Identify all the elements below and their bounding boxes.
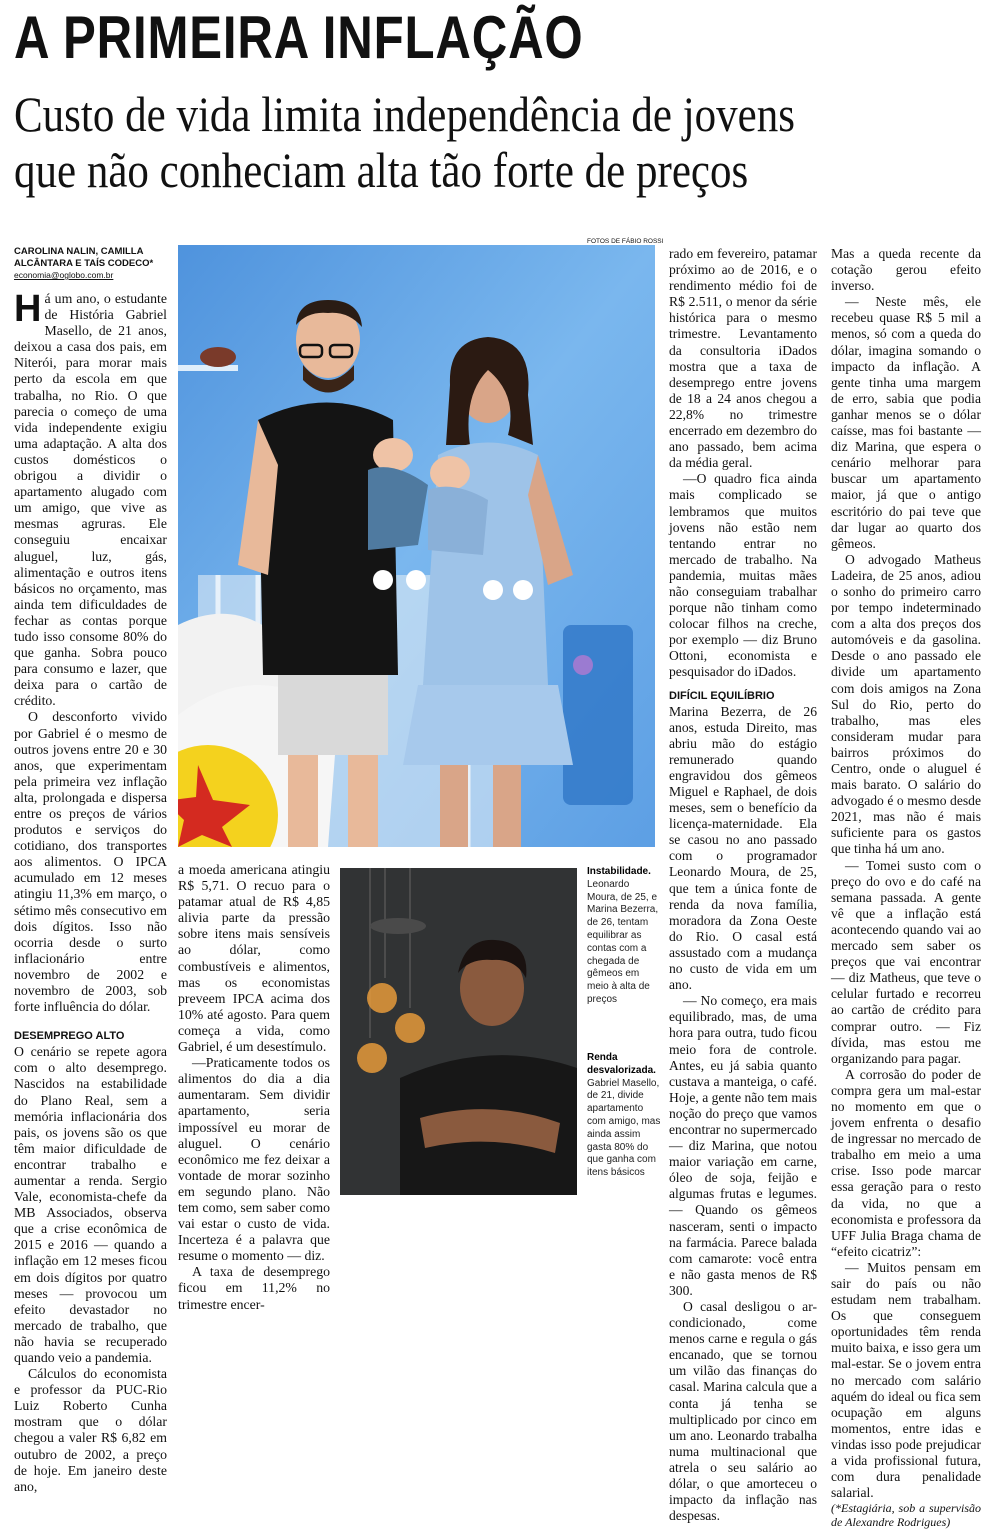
paragraph: Cálculos do economista e professor da PUC-Rio Luiz Roberto Cunha mostram que o dólar chegou a valer R$ 6,82 em outubro de 2002, a preço de hoje. Em janeiro deste ano,: [14, 1366, 167, 1494]
paragraph: —O quadro fica ainda mais complicado se lembramos que muitos jovens não estão nem tentando entrar no mercado de trabalho. Na pandemia, muitas mães não conseguiam trabalhar porque não tinham como colocar filhos na creche, por exemplo — diz Bruno Ottoni, economista e pesquisador do iDados.: [669, 471, 817, 680]
paragraph: O casal desligou o ar-condicionado, come menos carne e regula o gás encanado, que se tornou um vilão das finanças do casal. Marina calcula que a conta já tenha se multiplicado por cinco em um ano. Leonardo trabalha numa multinacional que atrela o seu salário ao dólar, o que amorteceu o impacto da inflação nas despesas.: [669, 1299, 817, 1524]
caption-family-photo: [587, 866, 662, 1007]
caption-title: Instabilidade.: [587, 866, 651, 877]
author-email-link[interactable]: economia@oglobo.com.br: [14, 270, 114, 280]
headline-line-2: que não conheciam alta tão forte de preços: [14, 142, 749, 198]
headline-line-1: Custo de vida limita independência de jovens: [14, 86, 795, 142]
byline-authors-1: CAROLINA NALIN, CAMILLA: [14, 246, 144, 257]
byline-authors-2: ALCÂNTARA E TAÍS CODECO*: [14, 257, 154, 269]
drop-cap: H: [14, 288, 42, 330]
paragraph: a moeda americana atingiu R$ 5,71. O recuo para o patamar atual de R$ 4,85 alivia parte da pressão sobre itens mais sensíveis ao dólar, como combustíveis e alimentos, mas os economistas preveem IPCA acima dos 10% até agosto. Para quem começa a vida, como Gabriel, é um desestímulo.: [178, 862, 330, 1055]
paragraph: O advogado Matheus Ladeira, de 25 anos, adiou o sonho do primeiro carro por tempo indeterminado com a alta dos preços dos automóveis e da gasolina. Desde o ano passado ele divide um apartamento com dois amigos na Zona Sul do Rio, perto do trabalho, mas eles consideram mudar para bairros próximos do Centro, onde o aluguel é mais barato. O salário do advogado é o mesmo desde 2021, mas não é mais suficiente para os gastos que tinha há um ano.: [831, 551, 981, 857]
paragraph: [14, 288, 167, 709]
column-1: [14, 246, 167, 1495]
paragraph: O desconforto vivido por Gabriel é o mesmo de outros jovens entre 20 e 30 anos, que experimentam pela primeira vez inflação alta, prolongada e dispersa entre os preços de vários produtos e serviços do cotidiano, dos transportes aos alimentos. O IPCA acumulado em 12 meses atingiu 11,3% em março, o sétimo mês consecutivo em dois dígitos. Isso não ocorria desde o surto inflacionário entre novembro de 2002 e novembro de 2003, sob forte influência do dólar.: [14, 709, 167, 1015]
column-4: [831, 246, 981, 1529]
paragraph: rado em fevereiro, patamar próximo ao de 2016, e o rendimento médio foi de R$ 2.511, o menor da série histórica para o mesmo trimestre. Levantamento da consultoria iDados mostra que a taxa de desemprego entre jovens de 18 a 24 anos chegou a 22,8% no trimestre encerrado em dezembro do ano passado, bem acima da média geral.: [669, 246, 817, 471]
paragraph: Marina Bezerra, de 26 anos, estuda Direito, mas abriu mão do estágio remunerado quando engravidou dos gêmeos Miguel e Raphael, de dois meses, sem o benefício da licença-maternidade. Ela se casou no ano passado com o programador Leonardo Moura, de 25, que tem a única fonte de renda da nova família, moradora da Zona Oeste do Rio. O casal está assustado com a mudança no custo de vida em um ano.: [669, 703, 817, 993]
headline: [14, 86, 795, 198]
section-subhead: DESEMPREGO ALTO: [14, 1030, 125, 1043]
kicker-title: A PRIMEIRA INFLAÇÃO: [14, 4, 584, 71]
young-man-photo: [340, 868, 577, 1195]
paragraph: Mas a queda recente da cotação gerou efeito inverso.: [831, 246, 981, 294]
footnote: (*Estagiária, sob a supervisão de Alexandre Rodrigues): [831, 1501, 981, 1529]
column-3: [669, 246, 817, 1524]
caption-text: Gabriel Masello, de 21, divide apartamento com amigo, mas ainda assim gasta 80% do que ganha com itens básicos: [587, 1077, 661, 1179]
caption-text: Leonardo Moura, de 25, e Marina Bezerra, de 26, tentam equilibrar as contas com a chegada de gêmeos em meio à alta de preços: [587, 878, 659, 1005]
photo-credit: FOTOS DE FÁBIO ROSSI: [587, 238, 664, 245]
paragraph: A taxa de desemprego ficou em 11,2% no trimestre encer-: [178, 1264, 330, 1312]
family-photo: [178, 245, 655, 847]
paragraph: A corrosão do poder de compra gera um mal-estar no momento em que o jovem enfrenta o desafio de ingressar no mercado de trabalho em meio a uma crise. Isso pode marcar essa geração para o resto da vida, no que a economista e professora da UFF Julia Braga chama de “efeito cicatriz”:: [831, 1066, 981, 1259]
paragraph: — No começo, era mais equilibrado, mas, de uma hora para outra, tudo ficou meio fora de controle. Antes, eu já sabia quanto custava a manteiga, o café. Hoje, a gente não tem mais noção do preço que vamos encontrar no supermercado — diz Marina, que notou maior variação em carne, óleo de soja, feijão e algumas frutas e legumes. — Quando os gêmeos nasceram, senti o impacto na farmácia. Parece balada com camarote: você entra e não gasta menos de R$ 300.: [669, 993, 817, 1298]
paragraph: — Muitos pensam em sair do país ou não estudam nem trabalham. Os que conseguem oportunidades têm renda muito baixa, e isso gera um mal-estar. Se o jovem entra no mercado com salário aquém do ideal ou fica sem ocupação em alguns momentos, entre idas e vindas isso pode prejudicar a vida profissional futura, com dura penalidade salarial.: [831, 1259, 981, 1501]
family-photo-illustration: [178, 245, 655, 847]
paragraph-text: á um ano, o estudante de História Gabriel Masello, de 21 anos, deixou a casa dos pais, em Niterói, para morar mais perto da escola em que trabalha, no Rio. O que parecia o começo de uma vida independente exigiu uma adaptação. A alta dos custos domésticos o obrigou a dividir o apartamento alugado com um amigo, que vive as mesmas agruras. Ele conseguiu encaixar aluguel, luz, gás, alimentação e outros itens básicos no orçamento, mas ainda tem dificuldades de fechar as contas porque tudo isso consome 80% do que ganha. Sobra pouco para consumo e lazer, que deixa para o cartão de crédito.: [14, 291, 167, 709]
caption-young-man-photo: [587, 1052, 662, 1180]
paragraph: —Praticamente todos os alimentos do dia a dia aumentaram. Sem dividir apartamento, seria impossível eu morar de aluguel. O cenário econômico me fez deixar a vontade de morar sozinho em segundo plano. Não tem como, sem saber como vai estar o custo de vida. Incerteza é a palavra que resume o momento — diz.: [178, 1055, 330, 1264]
young-man-photo-illustration: [340, 868, 577, 1195]
paragraph: — Tomei susto com o preço do ovo e do café na semana passada. A gente vê que a inflação está acontecendo quando vai ao mercado sem saber os preços que vai encontrar — diz Matheus, que teve o celular furtado e recorreu ao cartão de crédito para comprar outro. — Fiz dívida, mas estou me organizando para pagar.: [831, 857, 981, 1066]
caption-title: Renda desvalorizada.: [587, 1052, 656, 1076]
paragraph: — Neste mês, ele recebeu quase R$ 5 mil a menos, só com a queda do dólar, imagina somando o impacto da inflação. A gente tinha uma margem de erro, sabia que podia ganhar menos se o dólar caísse, mas foi bastante — diz Marina, que espera o cenário melhorar para buscar um apartamento maior, já que o antigo escritório do pai teve que dar lugar ao quarto dos gêmeos.: [831, 294, 981, 551]
paragraph: O cenário se repete agora com o alto desemprego. Nascidos na estabilidade do Plano Real, sem a memória inflacionária dos pais, os jovens são os que têm maior dificuldade de encontrar trabalho e aumentar a renda. Sergio Vale, economista-chefe da MB Associados, observa que a crise econômica de 2015 e 2016 — quando a inflação em 12 meses ficou em dois dígitos por quatro meses — provocou um efeito devastador no mercado de trabalho, que não havia se recuperado quando veio a pandemia.: [14, 1044, 167, 1365]
section-subhead: DIFÍCIL EQUILÍBRIO: [669, 689, 775, 702]
column-2: [178, 862, 330, 1313]
byline: [14, 246, 167, 269]
